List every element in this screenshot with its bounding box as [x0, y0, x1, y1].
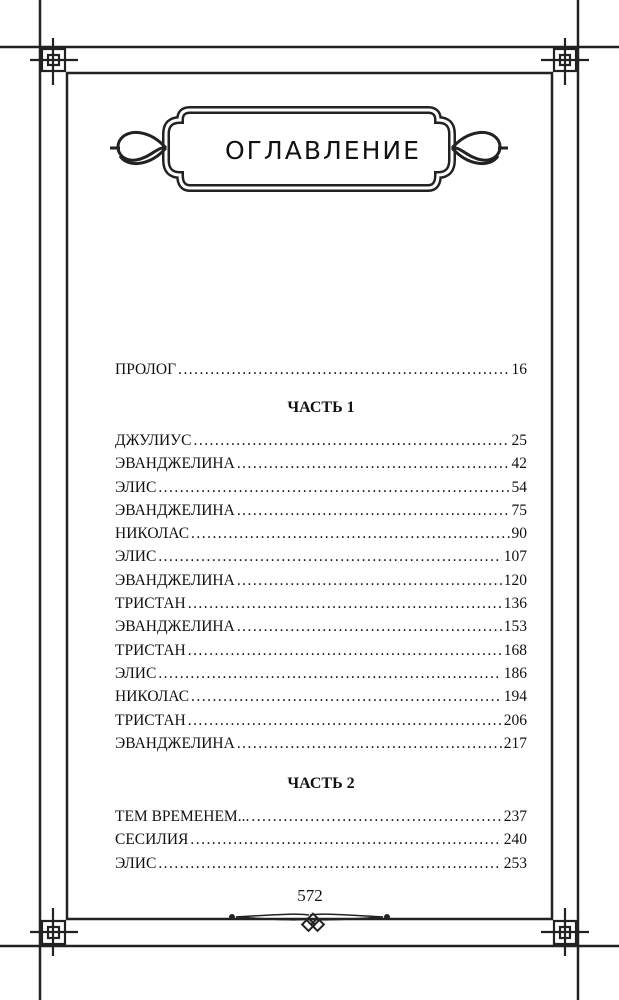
leader-dots — [237, 615, 502, 638]
toc-entry-page: 75 — [511, 501, 527, 519]
leader-dots — [158, 852, 501, 875]
toc-entry-label: НИКОЛАС — [115, 688, 190, 706]
toc-entry — [115, 545, 527, 568]
toc-entry-page: 107 — [503, 548, 527, 566]
toc-entry — [115, 358, 527, 381]
toc-entry-label: ТРИСТАН — [115, 641, 186, 659]
toc-entry-label: ЭЛИС — [115, 548, 157, 566]
page-number-ornament — [230, 914, 390, 934]
toc-entry-page: 186 — [503, 664, 527, 682]
leader-dots — [237, 499, 510, 522]
corner-ornament-bottom-left — [30, 908, 78, 956]
toc-entry — [115, 709, 527, 732]
toc-entry — [115, 592, 527, 615]
leader-dots — [190, 828, 501, 851]
toc-entry-label: ЭВАНДЖЕЛИНА — [115, 501, 235, 519]
toc-entry-label: ЭЛИС — [115, 664, 157, 682]
toc-entry — [115, 732, 527, 755]
leader-dots — [188, 639, 502, 662]
toc-entry — [115, 452, 527, 475]
toc-entry-label: ЭЛИС — [115, 854, 157, 872]
leader-dots — [194, 429, 510, 452]
toc-entry — [115, 615, 527, 638]
toc-entry — [115, 828, 527, 851]
part-1-entries — [115, 429, 527, 755]
toc-entry-page: 90 — [511, 525, 527, 543]
toc-entry-page: 194 — [503, 688, 527, 706]
page-number: 572 — [297, 886, 323, 905]
part-2-entries — [115, 805, 527, 875]
toc-entry — [115, 852, 527, 875]
toc-entry-page: 120 — [503, 571, 527, 589]
toc-entry — [115, 685, 527, 708]
toc-entry-page: 206 — [503, 711, 527, 729]
part-2-heading: ЧАСТЬ 2 — [287, 775, 355, 792]
toc-entry-label: ЭВАНДЖЕЛИНА — [115, 455, 235, 473]
page-title: ОГЛАВЛЕНИЕ — [225, 136, 421, 165]
toc-entry-page: 153 — [503, 618, 527, 636]
toc-entry-label: ТРИСТАН — [115, 595, 186, 613]
toc-entry-label: ЭВАНДЖЕЛИНА — [115, 734, 235, 752]
toc-entry-page: 253 — [503, 854, 527, 872]
toc-entry-label: ЭВАНДЖЕЛИНА — [115, 618, 235, 636]
toc-entry-label: ЭВАНДЖЕЛИНА — [115, 571, 235, 589]
leader-dots — [251, 805, 501, 828]
toc-entry-page: 237 — [503, 808, 527, 825]
leader-dots — [237, 452, 510, 475]
toc-entry-label: ДЖУЛИУС — [115, 432, 192, 449]
toc-entry-page: 16 — [511, 361, 527, 378]
toc-entry — [115, 662, 527, 685]
toc-entry-label: НИКОЛАС — [115, 525, 190, 543]
toc-entry — [115, 639, 527, 662]
toc-entry — [115, 499, 527, 522]
toc-entry — [115, 429, 527, 452]
toc-entry-page: 25 — [511, 432, 527, 449]
leader-dots — [237, 732, 502, 755]
toc-entry — [115, 805, 527, 828]
leader-dots — [158, 545, 501, 568]
part-1-heading: ЧАСТЬ 1 — [287, 399, 355, 416]
toc-entry — [115, 569, 527, 592]
toc-entry-page: 42 — [511, 455, 527, 473]
toc-entry-label: ТЕМ ВРЕМЕНЕМ... — [115, 808, 250, 825]
toc-entry-page: 217 — [503, 734, 527, 752]
corner-ornament-bottom-right — [541, 908, 589, 956]
toc-entry — [115, 522, 527, 545]
leader-dots — [191, 685, 502, 708]
toc-entry-label: ТРИСТАН — [115, 711, 186, 729]
corner-ornament-top-left — [30, 38, 78, 85]
leader-dots — [158, 662, 501, 685]
leader-dots — [178, 358, 509, 381]
leader-dots — [188, 709, 502, 732]
toc-entry-label: ПРОЛОГ — [115, 361, 177, 378]
toc-entry-page: 136 — [503, 595, 527, 613]
leader-dots — [158, 476, 509, 499]
leader-dots — [188, 592, 502, 615]
leader-dots — [191, 522, 509, 545]
toc-entry-label: СЕСИЛИЯ — [115, 831, 189, 849]
corner-ornament-top-right — [541, 38, 589, 85]
toc-entry-page: 168 — [503, 641, 527, 659]
toc-entry-page: 240 — [503, 831, 527, 849]
prologue-row — [115, 358, 527, 381]
toc-entry-label: ЭЛИС — [115, 478, 157, 496]
leader-dots — [237, 569, 502, 592]
toc-entry — [115, 476, 527, 499]
toc-entry-page: 54 — [511, 478, 527, 496]
